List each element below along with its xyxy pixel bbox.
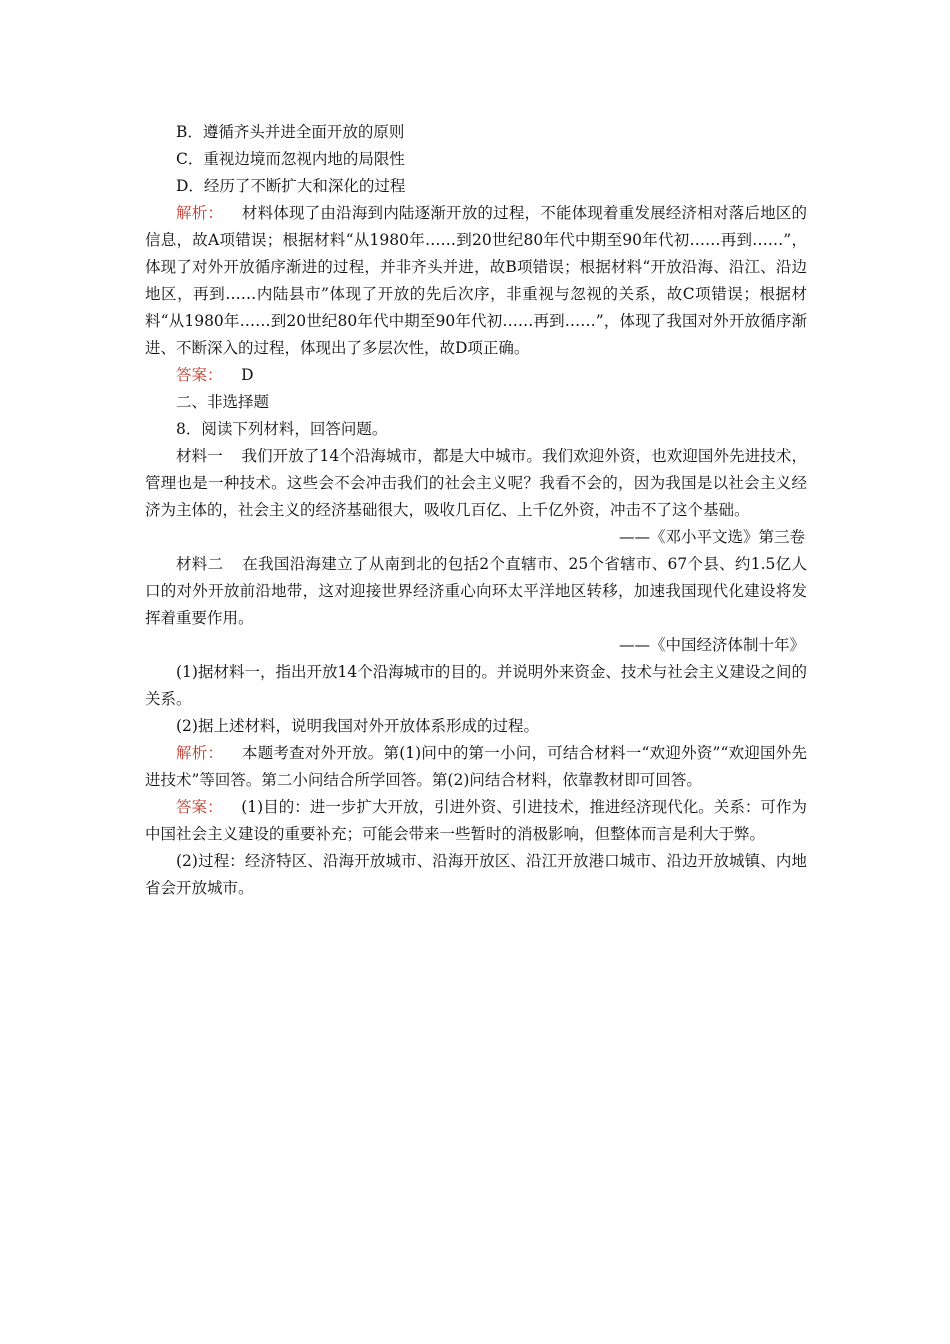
document-page	[145, 119, 807, 902]
answer-label: 答案：	[176, 366, 223, 384]
material-1	[145, 443, 807, 524]
option-b: B．遵循齐头并进全面开放的原则	[176, 123, 405, 141]
section-heading: 二、非选择题	[176, 393, 270, 411]
material-1-source: ——《邓小平文选》第三卷	[618, 528, 805, 546]
analysis-label: 解析：	[176, 744, 224, 762]
option-d: D．经历了不断扩大和深化的过程	[176, 177, 406, 195]
option-c: C．重视边境而忽视内地的局限性	[176, 150, 405, 168]
analysis-text: 材料体现了由沿海到内陆逐渐开放的过程，不能体现着重发展经济相对落后地区的信息，故A项错误；根据材料“从1980年……到20世纪80年代中期至90年代初……再到……”，体现了对外开放循序渐进的过程，并非齐头并进，故B项错误；根据材料“开放沿海、沿江、沿边地区，再到……内陆县市”体现了开放的先后次序，非重视与忽视的关系，故C项错误；根据材料“从1980年……到20世纪80年代中期至90年代初……再到……”，体现了我国对外开放循序渐进、不断深入的过程，体现出了多层次性，故D项正确。	[145, 204, 807, 357]
material-2	[145, 551, 807, 632]
answer-label: 答案：	[176, 798, 223, 816]
question-1: (1)据材料一，指出开放14个沿海城市的目的。并说明外来资金、技术与社会主义建设之间的关系。	[145, 663, 807, 708]
answer-1-text: (1)目的：进一步扩大开放，引进外资、引进技术，推进经济现代化。关系：可作为中国社会主义建设的重要补充；可能会带来一些暂时的消极影响，但整体而言是利大于弊。	[145, 798, 807, 843]
material-2-source: ——《中国经济体制十年》	[618, 636, 805, 654]
analysis-label: 解析：	[176, 204, 224, 222]
q7-analysis	[145, 200, 807, 362]
answer-text: D	[241, 366, 254, 384]
q8-intro: 8．阅读下列材料，回答问题。	[176, 420, 388, 438]
q8-analysis	[145, 740, 807, 794]
material-2-text: 在我国沿海建立了从南到北的包括2个直辖市、25个省辖市、67个县、约1.5亿人口的对外开放前沿地带，这对迎接世界经济重心向环太平洋地区转移，加速我国现代化建设将发挥着重要作用。	[145, 555, 807, 627]
material-1-label: 材料一	[176, 447, 223, 465]
material-1-text: 我们开放了14个沿海城市，都是大中城市。我们欢迎外资，也欢迎国外先进技术，管理也是一种技术。这些会不会冲击我们的社会主义呢？我看不会的，因为我国是以社会主义经济为主体的，社会主义的经济基础很大，吸收几百亿、上千亿外资，冲击不了这个基础。	[145, 447, 807, 519]
material-2-label: 材料二	[176, 555, 224, 573]
answer-2: (2)过程：经济特区、沿海开放城市、沿海开放区、沿江开放港口城市、沿边开放城镇、内地省会开放城市。	[145, 852, 807, 897]
q8-answer	[145, 794, 807, 848]
q7-answer	[145, 362, 807, 389]
question-2: (2)据上述材料，说明我国对外开放体系形成的过程。	[176, 717, 539, 735]
analysis-text: 本题考查对外开放。第(1)问中的第一小问，可结合材料一“欢迎外资”“欢迎国外先进技术”等回答。第二小问结合所学回答。第(2)问结合材料，依靠教材即可回答。	[145, 744, 807, 789]
